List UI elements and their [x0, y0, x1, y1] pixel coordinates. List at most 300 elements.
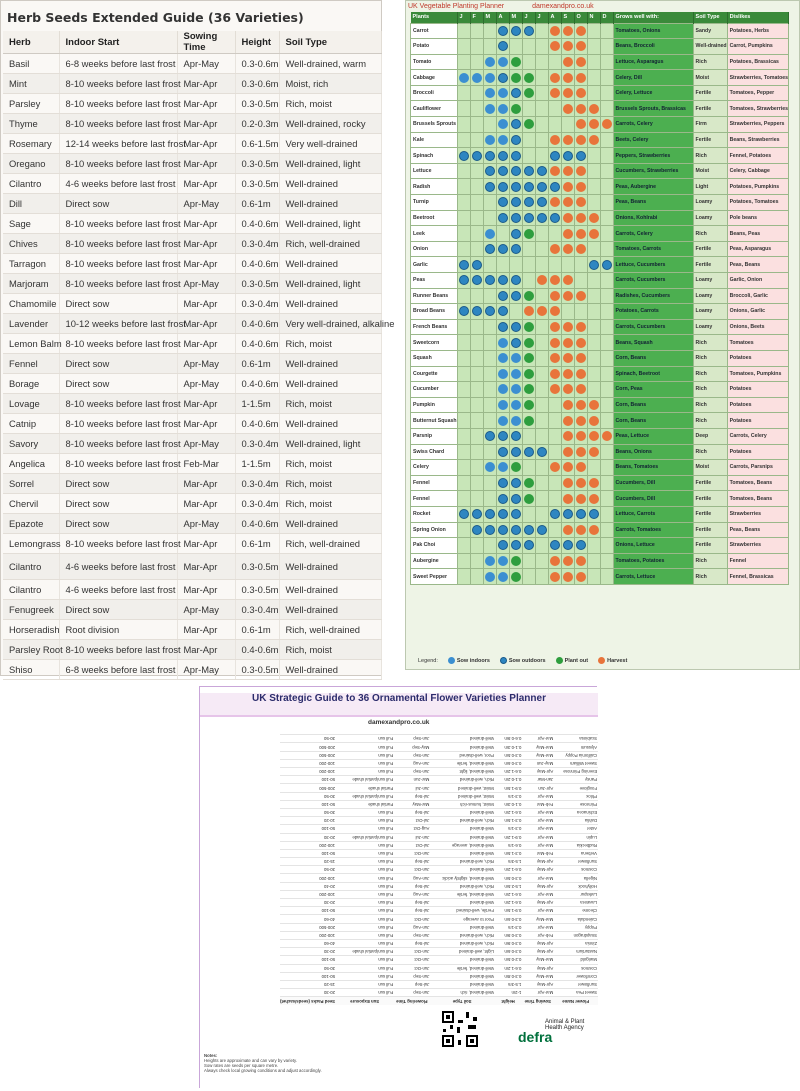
sow-outdoors-icon	[485, 275, 495, 285]
veg-month-cell	[457, 148, 470, 164]
flower-cell: Rich, well-drained	[430, 817, 494, 825]
herb-cell: Lemon Balm	[3, 334, 59, 354]
veg-dislikes: Potatoes, Brassicas	[727, 54, 788, 70]
herb-cell: Cilantro	[3, 174, 59, 194]
herb-cell: 0.3-0.4m	[235, 234, 279, 254]
sow-indoors-icon	[485, 572, 495, 582]
sow-outdoors-icon	[498, 525, 508, 535]
herb-cell: 8-10 weeks before last frost	[59, 94, 177, 114]
sow-indoors-icon	[498, 416, 508, 426]
veg-month-cell	[522, 195, 535, 211]
veg-month-cell	[535, 132, 548, 148]
veg-plant-name: Turnip	[411, 195, 458, 211]
flower-cell: 30-50	[280, 964, 336, 972]
veg-month-cell	[600, 382, 613, 398]
veg-month-cell	[535, 569, 548, 585]
veg-dislikes: Tomatoes, Beans	[727, 491, 788, 507]
veg-soil-type: Loamy	[693, 319, 727, 335]
veg-month-cell	[535, 413, 548, 429]
flower-cell: Jun-Aug	[394, 890, 430, 898]
herb-cell: Rich, well-drained	[279, 234, 381, 254]
flower-cell: Apr-May	[522, 948, 554, 956]
veg-month-cell	[457, 350, 470, 366]
sow-outdoors-icon	[485, 306, 495, 316]
veg-month-cell	[600, 569, 613, 585]
flower-cell: 0.3-0.8m	[495, 972, 522, 980]
flower-cell: Jun-Sep	[394, 751, 430, 759]
plant-out-icon	[511, 73, 521, 83]
flower-cell: Mar-Apr	[522, 792, 554, 800]
sow-outdoors-icon	[524, 166, 534, 176]
veg-month-cell	[457, 428, 470, 444]
veg-month-cell	[509, 553, 522, 569]
sow-outdoors-icon	[511, 26, 521, 36]
veg-dislikes: Carrot, Pumpkins	[727, 39, 788, 55]
plant-out-icon	[524, 353, 534, 363]
veg-dislikes: Fennel	[727, 553, 788, 569]
sow-indoors-icon	[459, 73, 469, 83]
harvest-icon	[550, 244, 560, 254]
veg-month-cell	[548, 257, 561, 273]
herb-cell: Mar-Apr	[177, 414, 235, 434]
veg-month-cell	[548, 304, 561, 320]
veg-month-cell	[509, 241, 522, 257]
herb-cell: Direct sow	[59, 374, 177, 394]
sow-outdoors-icon	[511, 540, 521, 550]
harvest-icon	[563, 494, 573, 504]
table-row	[3, 434, 381, 454]
veg-month-cell	[574, 335, 587, 351]
flower-col-header: Seed Packs (seeds/sachet)	[280, 998, 335, 1004]
herb-cell: Cilantro	[3, 580, 59, 600]
veg-col-header: J	[522, 12, 535, 23]
table-row	[411, 257, 789, 273]
veg-month-cell	[483, 444, 496, 460]
harvest-icon	[602, 431, 612, 441]
herb-cell: Chervil	[3, 494, 59, 514]
flower-planner-title: UK Strategic Guide to 36 Ornamental Flower Varieties Planner	[200, 693, 598, 717]
sow-outdoors-icon	[511, 494, 521, 504]
sow-outdoors-icon	[498, 291, 508, 301]
harvest-icon	[550, 88, 560, 98]
herb-cell: 0.3-0.5m	[235, 554, 279, 580]
table-row	[3, 374, 381, 394]
herb-cell: 8-10 weeks before last frost	[59, 254, 177, 274]
veg-companion: Brussels Sprouts, Brassicas	[613, 101, 693, 117]
veg-month-cell	[561, 241, 574, 257]
table-row	[3, 554, 381, 580]
herb-cell: Well-drained	[279, 194, 381, 214]
veg-month-cell	[587, 195, 600, 211]
veg-month-cell	[548, 288, 561, 304]
veg-month-cell	[470, 241, 483, 257]
herb-cell: Apr-May	[177, 274, 235, 294]
veg-month-cell	[574, 288, 587, 304]
harvest-icon	[576, 572, 586, 582]
veg-month-cell	[587, 475, 600, 491]
veg-month-cell	[600, 85, 613, 101]
sow-outdoors-icon	[498, 151, 508, 161]
veg-month-cell	[600, 397, 613, 413]
herb-cell: 0.6-1m	[235, 534, 279, 554]
harvest-icon	[563, 197, 573, 207]
veg-table	[410, 12, 789, 585]
veg-month-cell	[470, 117, 483, 133]
flower-cell: Well-drained, light	[430, 768, 494, 776]
veg-month-cell	[600, 210, 613, 226]
flower-cell: 40-60	[280, 915, 336, 923]
herb-cell: Apr-May	[177, 194, 235, 214]
flower-cell: Verbena	[554, 849, 598, 857]
veg-month-cell	[470, 460, 483, 476]
veg-plant-name: Pak Choi	[411, 538, 458, 554]
veg-soil-type: Fertile	[693, 257, 727, 273]
sow-outdoors-icon	[485, 182, 495, 192]
veg-month-cell	[574, 382, 587, 398]
sow-outdoors-icon	[576, 509, 586, 519]
flower-cell: Well-drained	[430, 980, 494, 988]
plant-out-icon	[524, 416, 534, 426]
veg-dislikes: Fennel, Brassicas	[727, 569, 788, 585]
veg-plant-name: Potato	[411, 39, 458, 55]
table-row	[280, 907, 598, 915]
herb-cell: 0.6-1m	[235, 620, 279, 640]
flower-cell: Poor, well-drained	[430, 751, 494, 759]
herb-cell: 0.4-0.6m	[235, 314, 279, 334]
flower-cell: Well-drained, fertile	[430, 759, 494, 767]
veg-soil-type: Well-drained	[693, 39, 727, 55]
sow-outdoors-icon	[550, 182, 560, 192]
veg-month-cell	[535, 117, 548, 133]
veg-month-cell	[600, 428, 613, 444]
flower-cell: Full sun	[336, 890, 394, 898]
harvest-icon	[576, 431, 586, 441]
veg-month-cell	[470, 23, 483, 39]
veg-month-cell	[509, 117, 522, 133]
sow-outdoors-icon	[472, 275, 482, 285]
flower-cell: 100-200	[280, 768, 336, 776]
veg-month-cell	[587, 148, 600, 164]
veg-month-cell	[574, 522, 587, 538]
veg-month-cell	[522, 538, 535, 554]
herb-cell: Direct sow	[59, 354, 177, 374]
veg-month-cell	[509, 366, 522, 382]
herb-cell: 4-6 weeks before last frost	[59, 580, 177, 600]
flower-cell: Larkspur	[554, 890, 598, 898]
flower-cell: Phlox	[554, 792, 598, 800]
harvest-icon	[576, 244, 586, 254]
table-row	[3, 660, 381, 680]
flower-cell: 0.3-1m	[495, 923, 522, 931]
herb-cell: Rich, well-drained	[279, 620, 381, 640]
veg-month-cell	[470, 335, 483, 351]
veg-dislikes: Peas, Beans	[727, 257, 788, 273]
herb-cell: Apr-May	[177, 600, 235, 620]
flower-cell: Full sun	[336, 866, 394, 874]
veg-month-cell	[457, 319, 470, 335]
veg-month-cell	[548, 506, 561, 522]
flower-cell: Well-drained	[430, 972, 494, 980]
herb-cell: Direct sow	[59, 474, 177, 494]
veg-month-cell	[470, 163, 483, 179]
veg-month-cell	[535, 491, 548, 507]
veg-month-cell	[587, 335, 600, 351]
table-row	[411, 335, 789, 351]
veg-companion: Beans, Broccoli	[613, 39, 693, 55]
veg-month-cell	[548, 569, 561, 585]
table-row	[3, 94, 381, 114]
flower-cell: Mar-May	[522, 743, 554, 751]
veg-month-cell	[496, 288, 509, 304]
herb-cell: 0.4-0.6m	[235, 334, 279, 354]
herb-cell: 1-1.5m	[235, 394, 279, 414]
veg-month-cell	[483, 428, 496, 444]
veg-month-cell	[522, 273, 535, 289]
flower-cell: Apr-Jun	[522, 784, 554, 792]
veg-month-cell	[574, 366, 587, 382]
veg-month-cell	[470, 226, 483, 242]
veg-month-cell	[483, 210, 496, 226]
veg-month-cell	[457, 553, 470, 569]
table-row	[3, 474, 381, 494]
sow-outdoors-icon	[472, 306, 482, 316]
flower-cell: 0.3-0.5m	[495, 874, 522, 882]
flower-cell: Jul-Oct	[394, 841, 430, 849]
table-row	[411, 210, 789, 226]
veg-dislikes: Tomatoes, Pumpkins	[727, 366, 788, 382]
veg-month-cell	[587, 70, 600, 86]
sow-indoors-icon	[498, 556, 508, 566]
veg-month-cell	[470, 85, 483, 101]
flower-cell: 40-60	[280, 940, 336, 948]
plant-out-icon	[524, 478, 534, 488]
flower-cell: Full sun/partial shade	[336, 948, 394, 956]
flower-cell: Mar-Apr	[522, 809, 554, 817]
veg-month-cell	[496, 444, 509, 460]
herb-cell: Apr-May	[177, 514, 235, 534]
table-row	[280, 858, 598, 866]
veg-month-cell	[483, 569, 496, 585]
veg-companion: Carrots, Cucumbers	[613, 319, 693, 335]
sow-outdoors-icon	[511, 182, 521, 192]
harvest-icon	[589, 213, 599, 223]
veg-month-cell	[535, 39, 548, 55]
flower-cell: Foxglove	[554, 784, 598, 792]
veg-month-cell	[561, 350, 574, 366]
veg-month-cell	[522, 54, 535, 70]
veg-soil-type: Rich	[693, 148, 727, 164]
herb-cell: 8-10 weeks before last frost	[59, 534, 177, 554]
flower-cell: Jun-Oct	[394, 948, 430, 956]
sow-outdoors-icon	[576, 540, 586, 550]
plant-out-icon	[524, 229, 534, 239]
harvest-icon	[576, 478, 586, 488]
veg-month-cell	[535, 54, 548, 70]
herb-cell: Mar-Apr	[177, 494, 235, 514]
table-row	[280, 964, 598, 972]
sow-indoors-icon	[511, 353, 521, 363]
herb-cell: Rich, moist	[279, 334, 381, 354]
sow-outdoors-icon	[485, 509, 495, 519]
table-row	[3, 494, 381, 514]
veg-month-cell	[509, 475, 522, 491]
herb-cell: Rich, well-drained	[279, 534, 381, 554]
veg-month-cell	[600, 506, 613, 522]
veg-month-cell	[509, 335, 522, 351]
table-row	[280, 809, 598, 817]
veg-col-header: J	[535, 12, 548, 23]
veg-month-cell	[470, 257, 483, 273]
table-row	[411, 54, 789, 70]
sow-outdoors-icon	[524, 182, 534, 192]
herb-cell: Marjoram	[3, 274, 59, 294]
sow-outdoors-icon	[459, 275, 469, 285]
veg-plant-name: Fennel	[411, 491, 458, 507]
sow-outdoors-icon	[524, 540, 534, 550]
veg-month-cell	[509, 226, 522, 242]
veg-month-cell	[470, 506, 483, 522]
note-item: Sow rates are seeds per square metre.	[204, 1063, 279, 1068]
veg-month-cell	[574, 491, 587, 507]
veg-month-cell	[600, 117, 613, 133]
flower-cell: Light, well-drained	[430, 948, 494, 956]
veg-month-cell	[574, 148, 587, 164]
veg-month-cell	[509, 273, 522, 289]
flower-cell: Jun-Oct	[394, 956, 430, 964]
flower-cell: Full sun	[336, 923, 394, 931]
veg-month-cell	[470, 148, 483, 164]
sow-outdoors-icon	[537, 213, 547, 223]
veg-month-cell	[522, 553, 535, 569]
veg-month-cell	[496, 132, 509, 148]
flower-cell: 100-200	[280, 874, 336, 882]
veg-month-cell	[587, 54, 600, 70]
defra-logo: defra	[518, 1029, 553, 1045]
flower-planner-panel	[199, 686, 597, 1088]
table-row	[280, 931, 598, 939]
veg-month-cell	[574, 350, 587, 366]
veg-month-cell	[509, 257, 522, 273]
veg-month-cell	[470, 522, 483, 538]
veg-month-cell	[483, 148, 496, 164]
veg-month-cell	[561, 70, 574, 86]
veg-month-cell	[600, 101, 613, 117]
flower-cell: 20-30	[280, 948, 336, 956]
veg-month-cell	[561, 428, 574, 444]
flower-cell: Jun-Aug	[394, 923, 430, 931]
table-row	[411, 148, 789, 164]
veg-dislikes: Beans, Peas	[727, 226, 788, 242]
veg-plant-name: Cabbage	[411, 70, 458, 86]
veg-month-cell	[574, 428, 587, 444]
veg-companion: Carrots, Cucumbers	[613, 273, 693, 289]
veg-month-cell	[561, 335, 574, 351]
veg-month-cell	[457, 85, 470, 101]
veg-month-cell	[587, 382, 600, 398]
flower-cell: 0.3-1m	[495, 825, 522, 833]
veg-month-cell	[574, 538, 587, 554]
flower-cell: Full sun	[336, 751, 394, 759]
flower-cell: 50-100	[280, 825, 336, 833]
veg-month-cell	[587, 39, 600, 55]
sow-outdoors-icon	[524, 26, 534, 36]
harvest-icon	[563, 369, 573, 379]
veg-month-cell	[535, 195, 548, 211]
veg-month-cell	[457, 70, 470, 86]
veg-month-cell	[548, 54, 561, 70]
herb-cell: 8-10 weeks before last frost	[59, 74, 177, 94]
table-row	[411, 475, 789, 491]
table-row	[3, 154, 381, 174]
veg-companion: Lettuce, Carrots	[613, 506, 693, 522]
veg-month-cell	[470, 304, 483, 320]
harvest-icon	[563, 135, 573, 145]
flower-cell: Full sun	[336, 980, 394, 988]
veg-month-cell	[535, 428, 548, 444]
veg-month-cell	[600, 54, 613, 70]
veg-month-cell	[496, 522, 509, 538]
veg-companion: Onions, Kohlrabi	[613, 210, 693, 226]
veg-month-cell	[483, 70, 496, 86]
veg-month-cell	[496, 70, 509, 86]
veg-companion: Cucumbers, Strawberries	[613, 163, 693, 179]
veg-month-cell	[535, 538, 548, 554]
harvest-icon	[576, 494, 586, 504]
plant-out-icon	[524, 369, 534, 379]
veg-month-cell	[561, 522, 574, 538]
veg-dislikes: Onions, Beets	[727, 319, 788, 335]
veg-month-cell	[496, 117, 509, 133]
veg-companion: Tomatoes, Onions	[613, 23, 693, 39]
harvest-icon	[550, 322, 560, 332]
sow-outdoors-icon	[498, 41, 508, 51]
table-row	[411, 39, 789, 55]
veg-month-cell	[574, 39, 587, 55]
veg-month-cell	[600, 413, 613, 429]
sow-outdoors-icon	[511, 431, 521, 441]
sow-outdoors-icon	[498, 213, 508, 223]
veg-month-cell	[522, 117, 535, 133]
veg-month-cell	[522, 475, 535, 491]
veg-month-cell	[535, 226, 548, 242]
flower-cell: Full sun	[336, 825, 394, 833]
veg-month-cell	[509, 304, 522, 320]
herb-cell: 8-10 weeks before last frost	[59, 114, 177, 134]
harvest-icon	[576, 88, 586, 98]
veg-month-cell	[535, 163, 548, 179]
sow-outdoors-icon	[537, 182, 547, 192]
veg-month-cell	[561, 85, 574, 101]
veg-month-cell	[496, 241, 509, 257]
veg-month-cell	[470, 54, 483, 70]
plant-out-icon	[524, 73, 534, 83]
table-row	[411, 569, 789, 585]
veg-month-cell	[574, 241, 587, 257]
harvest-icon	[576, 353, 586, 363]
flower-cell: 30-50	[280, 866, 336, 874]
flower-cell: Apr-May	[522, 882, 554, 890]
herb-cell: Mar-Apr	[177, 640, 235, 660]
flower-cell: 0.3-0.9m	[495, 931, 522, 939]
table-row	[280, 784, 598, 792]
harvest-icon	[589, 525, 599, 535]
veg-month-cell	[457, 538, 470, 554]
veg-dislikes: Onions, Garlic	[727, 304, 788, 320]
veg-legend	[418, 657, 627, 664]
harvest-icon	[563, 400, 573, 410]
table-row	[3, 214, 381, 234]
flower-cell: Cosmos	[554, 964, 598, 972]
